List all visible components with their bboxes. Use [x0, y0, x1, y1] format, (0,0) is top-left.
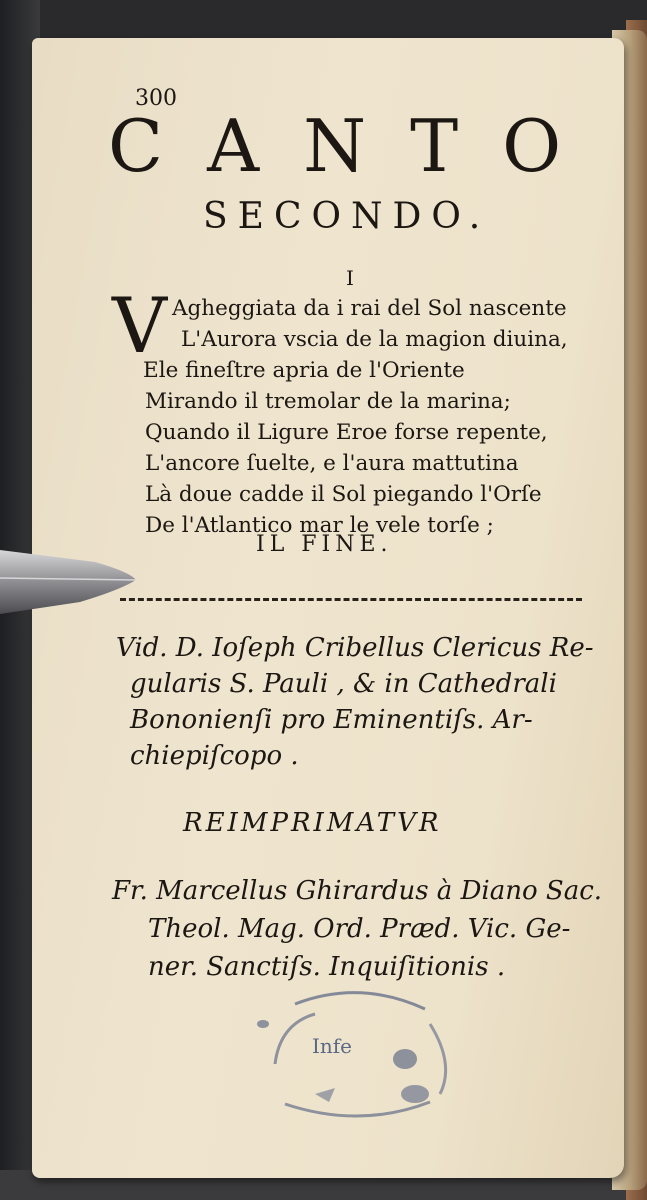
approval-line: ner. Sanctiſs. Inquiſitionis . — [148, 952, 506, 982]
page-number: 300 — [135, 86, 177, 111]
verse-line: L'ancore ſuelte, e l'aura mattutina — [145, 451, 519, 476]
imprimatur-line: gularis S. Pauli , & in Cathedrali — [130, 669, 557, 699]
section-divider — [120, 598, 582, 601]
closing-text: IL FINE. — [256, 532, 393, 557]
drop-cap: V — [112, 281, 167, 370]
verse-line: Mirando il tremolar de la marina; — [145, 389, 511, 414]
stanza-number: I — [346, 266, 354, 290]
page-title: CANTO — [108, 104, 606, 188]
reimprimatur-heading: REIMPRIMATVR — [183, 808, 442, 838]
verse-line: L'Aurora vscia de la magion diuina, — [181, 327, 568, 352]
stamp-text: Infe — [312, 1034, 353, 1058]
imprimatur-line: chiepiſcopo . — [130, 741, 299, 771]
library-stamp — [255, 984, 465, 1134]
page-holder-knife — [0, 540, 140, 620]
page-subtitle: SECONDO. — [203, 196, 491, 237]
imprimatur-line: Bononienſi pro Eminentiſs. Ar- — [130, 705, 533, 735]
imprimatur-line: Vid. D. Ioſeph Cribellus Clericus Re- — [116, 633, 594, 663]
verse-line: Là doue cadde il Sol piegando l'Orſe — [145, 482, 542, 507]
approval-line: Theol. Mag. Ord. Præd. Vic. Ge- — [148, 914, 571, 944]
verse-line: Quando il Ligure Eroe forse repente, — [145, 420, 548, 445]
verse-line: Agheggiata da i rai del Sol nascente — [172, 296, 567, 321]
verse-line: De l'Atlantico mar le vele torſe ; — [145, 513, 494, 538]
approval-line: Fr. Marcellus Ghirardus à Diano Sac. — [112, 876, 603, 906]
verse-line: Ele fineſtre apria de l'Oriente — [143, 358, 465, 383]
